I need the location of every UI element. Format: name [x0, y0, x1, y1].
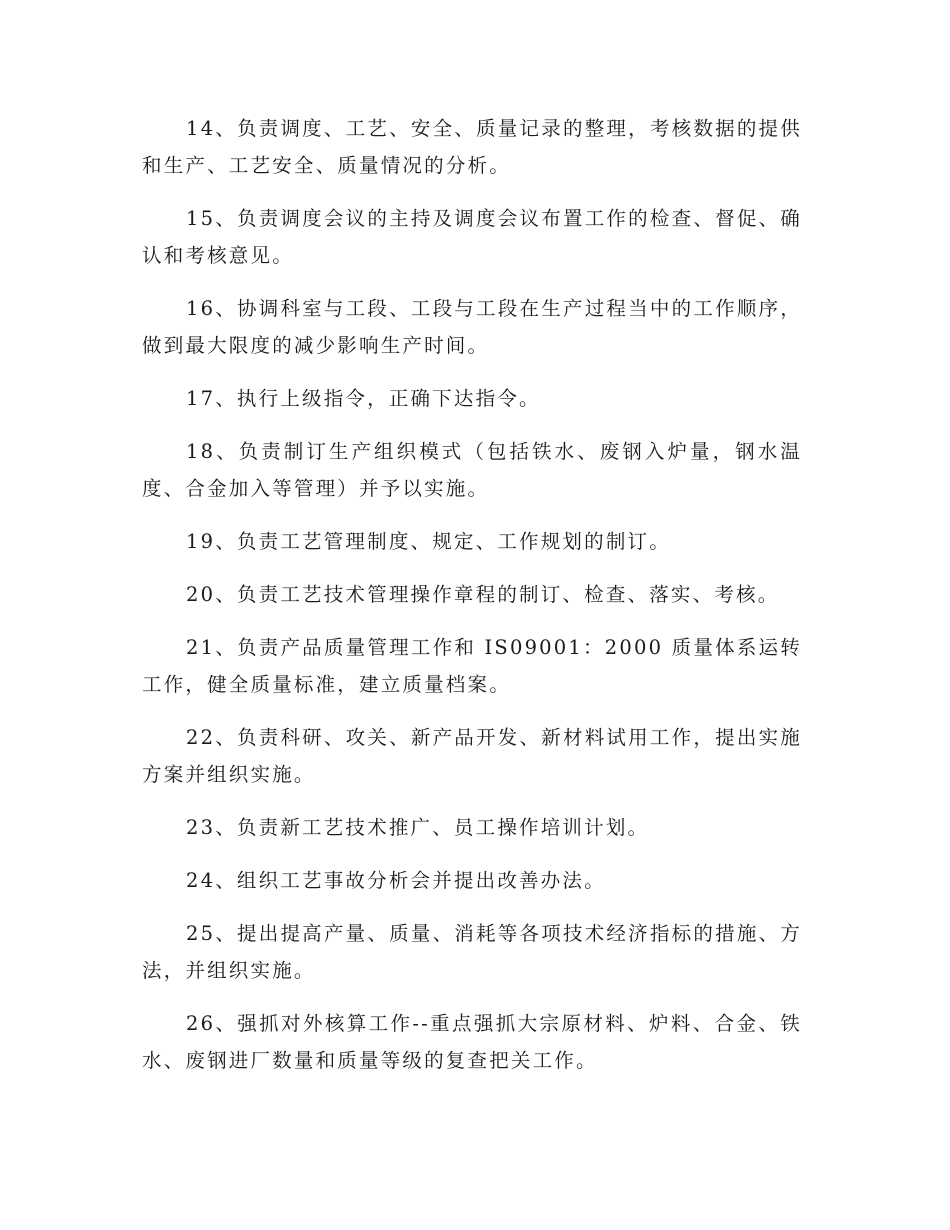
paragraph-16: 16、协调科室与工段、工段与工段在生产过程当中的工作顺序，做到最大限度的减少影响生产时间。	[142, 297, 802, 357]
paragraph-17: 17、执行上级指令，正确下达指令。	[186, 387, 541, 410]
paragraph-26: 26、强抓对外核算工作--重点强抓大宗原材料、炉料、合金、铁水、废钢进厂数量和质量等级的复查把关工作。	[142, 1012, 802, 1072]
paragraph-23: 23、负责新工艺技术推广、员工操作培训计划。	[186, 816, 650, 839]
paragraph-14: 14、负责调度、工艺、安全、质量记录的整理，考核数据的提供和生产、工艺安全、质量情况的分析。	[142, 117, 802, 177]
paragraph-20: 20、负责工艺技术管理操作章程的制订、检查、落实、考核。	[186, 583, 780, 606]
paragraph-22: 22、负责科研、攻关、新产品开发、新材料试用工作，提出实施方案并组织实施。	[142, 726, 802, 786]
document-body	[142, 110, 802, 1095]
paragraph-19: 19、负责工艺管理制度、规定、工作规划的制订。	[186, 530, 671, 553]
paragraph-21: 21、负责产品质量管理工作和 IS09001：2000 质量体系运转工作，健全质量标准，建立质量档案。	[142, 636, 802, 696]
paragraph-18: 18、负责制订生产组织模式（包括铁水、废钢入炉量，钢水温度、合金加入等管理）并予以实施。	[142, 440, 802, 500]
paragraph-15: 15、负责调度会议的主持及调度会议布置工作的检查、督促、确认和考核意见。	[142, 207, 802, 267]
paragraph-25: 25、提出提高产量、质量、消耗等各项技术经济指标的措施、方法，并组织实施。	[142, 922, 802, 982]
paragraph-24: 24、组织工艺事故分析会并提出改善办法。	[186, 869, 606, 892]
